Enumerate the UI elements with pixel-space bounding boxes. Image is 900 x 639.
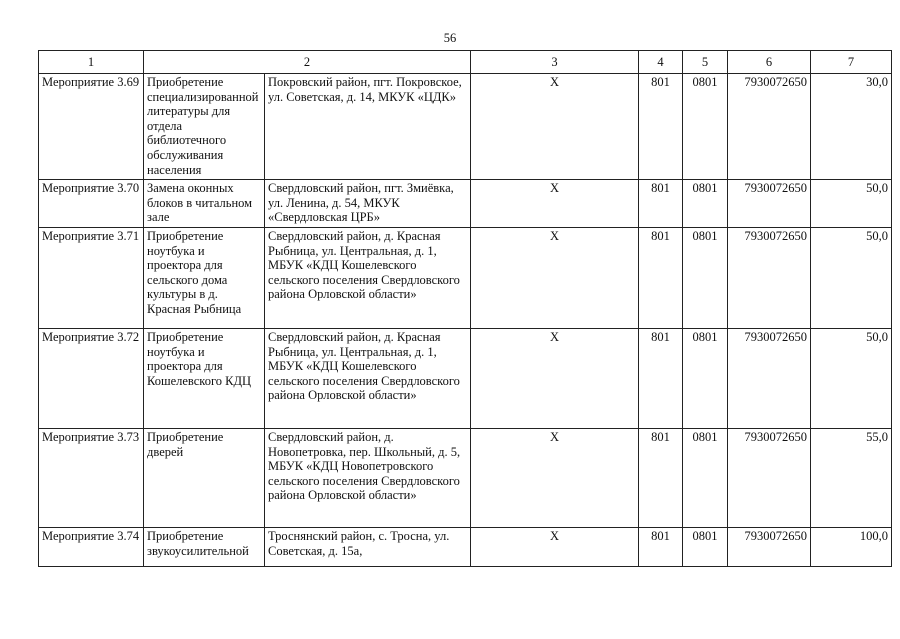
header-col-1: 1 — [39, 51, 144, 74]
col6-cell: 7930072650 — [728, 180, 811, 228]
table-row — [39, 74, 892, 180]
col7-cell: 55,0 — [811, 428, 892, 527]
description-cell: Приобретение ноутбука и проектора для сельского дома культуры в д. Красная Рыбница — [144, 227, 265, 328]
col5-cell: 0801 — [683, 180, 728, 228]
event-cell: Мероприятие 3.70 — [39, 180, 144, 228]
header-col-4: 4 — [639, 51, 683, 74]
col5-cell: 0801 — [683, 227, 728, 328]
address-cell: Свердловский район, д. Красная Рыбница, ул. Центральная, д. 1, МБУК «КДЦ Кошелевского сельского поселения Свердловского района Орловской области» — [265, 227, 471, 328]
col5-cell: 0801 — [683, 527, 728, 566]
event-cell: Мероприятие 3.69 — [39, 74, 144, 180]
address-cell: Свердловский район, д. Красная Рыбница, ул. Центральная, д. 1, МБУК «КДЦ Кошелевского сельского поселения Свердловского района Орловской области» — [265, 328, 471, 428]
col3-cell: Х — [471, 74, 639, 180]
table-row — [39, 328, 892, 428]
event-cell: Мероприятие 3.72 — [39, 328, 144, 428]
col5-cell: 0801 — [683, 74, 728, 180]
event-cell: Мероприятие 3.74 — [39, 527, 144, 566]
col6-cell: 7930072650 — [728, 227, 811, 328]
col4-cell: 801 — [639, 74, 683, 180]
col3-cell: Х — [471, 227, 639, 328]
header-col-5: 5 — [683, 51, 728, 74]
col7-cell: 50,0 — [811, 180, 892, 228]
description-cell: Замена оконных блоков в читальном зале — [144, 180, 265, 228]
description-cell: Приобретение звукоусилительной — [144, 527, 265, 566]
page-number: 56 — [443, 31, 457, 45]
col5-cell: 0801 — [683, 328, 728, 428]
col6-cell: 7930072650 — [728, 74, 811, 180]
col4-cell: 801 — [639, 328, 683, 428]
col7-cell: 30,0 — [811, 74, 892, 180]
col3-cell: Х — [471, 527, 639, 566]
table-row — [39, 180, 892, 228]
table-row — [39, 428, 892, 527]
header-col-3: 3 — [471, 51, 639, 74]
col7-cell: 50,0 — [811, 328, 892, 428]
header-col-2: 2 — [144, 51, 471, 74]
col4-cell: 801 — [639, 227, 683, 328]
col6-cell: 7930072650 — [728, 527, 811, 566]
address-cell: Свердловский район, д. Новопетровка, пер. Школьный, д. 5, МБУК «КДЦ Новопетровского сельского поселения Свердловского района Орловской области» — [265, 428, 471, 527]
address-cell: Свердловский район, пгт. Змиёвка, ул. Ленина, д. 54, МКУК «Свердловская ЦРБ» — [265, 180, 471, 228]
col4-cell: 801 — [639, 428, 683, 527]
budget-table — [38, 50, 892, 567]
col6-cell: 7930072650 — [728, 428, 811, 527]
col3-cell: Х — [471, 180, 639, 228]
event-cell: Мероприятие 3.73 — [39, 428, 144, 527]
col3-cell: Х — [471, 328, 639, 428]
table-row — [39, 527, 892, 566]
event-cell: Мероприятие 3.71 — [39, 227, 144, 328]
header-col-7: 7 — [811, 51, 892, 74]
header-row — [39, 51, 892, 74]
table-row — [39, 227, 892, 328]
col5-cell: 0801 — [683, 428, 728, 527]
description-cell: Приобретение специализированной литературы для отдела библиотечного обслуживания населения — [144, 74, 265, 180]
description-cell: Приобретение ноутбука и проектора для Кошелевского КДЦ — [144, 328, 265, 428]
col4-cell: 801 — [639, 180, 683, 228]
col6-cell: 7930072650 — [728, 328, 811, 428]
address-cell: Покровский район, пгт. Покровское, ул. Советская, д. 14, МКУК «ЦДК» — [265, 74, 471, 180]
col7-cell: 50,0 — [811, 227, 892, 328]
col3-cell: Х — [471, 428, 639, 527]
header-col-6: 6 — [728, 51, 811, 74]
col4-cell: 801 — [639, 527, 683, 566]
address-cell: Троснянский район, с. Тросна, ул. Советская, д. 15а, — [265, 527, 471, 566]
col7-cell: 100,0 — [811, 527, 892, 566]
description-cell: Приобретение дверей — [144, 428, 265, 527]
